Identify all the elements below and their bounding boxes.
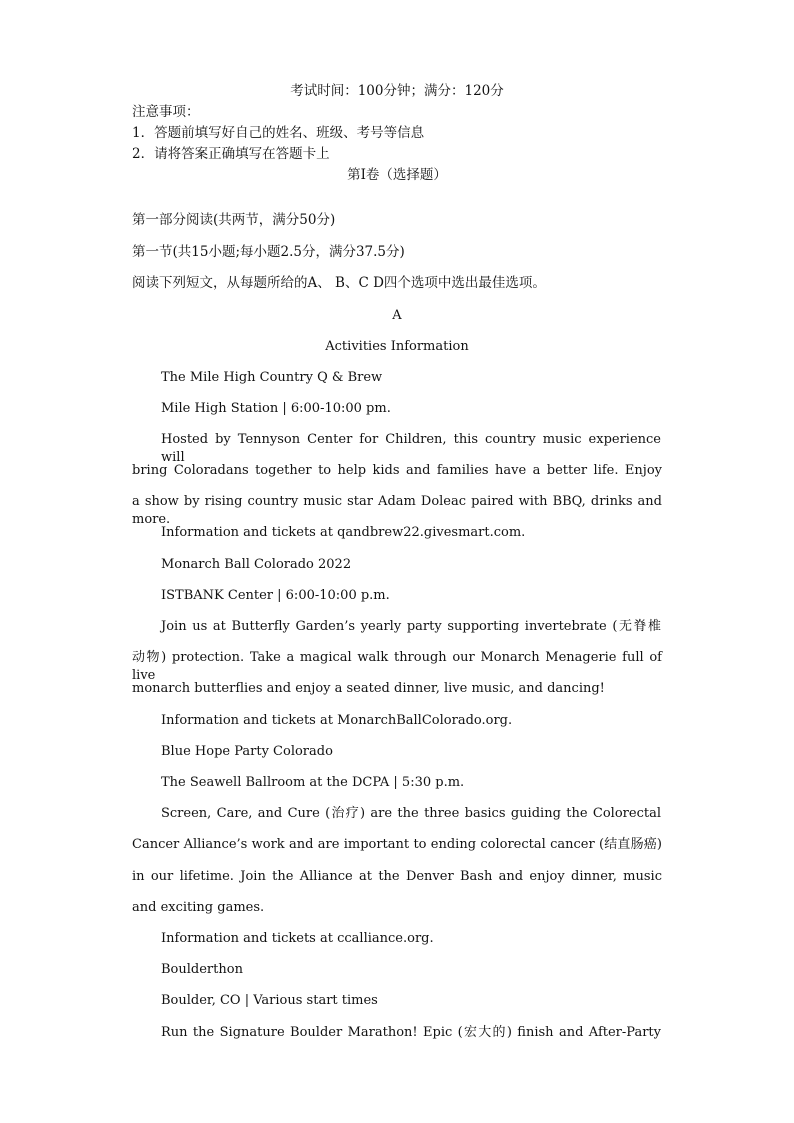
event-info-link: Information and tickets at qandbrew22.givesmart.com.	[161, 525, 526, 540]
event-info-link: Information and tickets at MonarchBallColorado.org.	[161, 713, 513, 728]
instruction: 阅读下列短文，从每题所给的A、 B、C D四个选项中选出最佳选项。	[132, 275, 546, 291]
passage-line: a show by rising country music star Adam Doleac paired with BBQ, drinks and more.	[132, 494, 662, 527]
event-venue: ISTBANK Center | 6:00-10:00 p.m.	[161, 588, 390, 603]
passage-line: 动物) protection. Take a magical walk through our Monarch Menagerie full of live	[132, 650, 662, 683]
event-title: Blue Hope Party Colorado	[161, 744, 333, 759]
passage-line: Hosted by Tennyson Center for Children, this country music experience will	[161, 432, 661, 465]
passage-line: Cancer Alliance’s work and are important to ending colorectal cancer (结直肠癌)	[132, 837, 662, 852]
part-title: 第一部分阅读(共两节，满分50分)	[132, 212, 336, 228]
passage-label: A	[392, 308, 402, 323]
event-venue: The Seawell Ballroom at the DCPA | 5:30 p.m.	[161, 775, 465, 790]
passage-line: Run the Signature Boulder Marathon! Epic (宏大的) finish and After-Party	[161, 1025, 661, 1040]
event-info-link: Information and tickets at ccalliance.org.	[161, 931, 434, 946]
volume-title: 第I卷（选择题）	[347, 167, 447, 183]
passage-line: in our lifetime. Join the Alliance at the Denver Bash and enjoy dinner, music	[132, 869, 662, 884]
event-title: The Mile High Country Q & Brew	[161, 370, 383, 385]
notice-item: 1．答题前填写好自己的姓名、班级、考号等信息	[132, 125, 425, 141]
passage-title: Activities Information	[325, 339, 469, 354]
passage-line: bring Coloradans together to help kids and families have a better life. Enjoy	[132, 463, 662, 478]
passage-line: Screen, Care, and Cure (治疗) are the three basics guiding the Colorectal	[161, 806, 661, 821]
event-venue: Boulder, CO | Various start times	[161, 993, 378, 1008]
passage-line: and exciting games.	[132, 900, 265, 915]
event-title: Monarch Ball Colorado 2022	[161, 557, 352, 572]
exam-time: 考试时间：100分钟；满分：120分	[290, 83, 504, 99]
event-venue: Mile High Station | 6:00-10:00 pm.	[161, 401, 391, 416]
section-title: 第一节(共15小题;每小题2.5分，满分37.5分)	[132, 244, 405, 260]
passage-line: Join us at Butterfly Garden’s yearly party supporting invertebrate (无脊椎	[161, 619, 661, 634]
notice-title: 注意事项：	[132, 104, 200, 120]
passage-line: monarch butterflies and enjoy a seated dinner, live music, and dancing!	[132, 681, 605, 696]
notice-item: 2．请将答案正确填写在答题卡上	[132, 146, 330, 162]
event-title: Boulderthon	[161, 962, 243, 977]
